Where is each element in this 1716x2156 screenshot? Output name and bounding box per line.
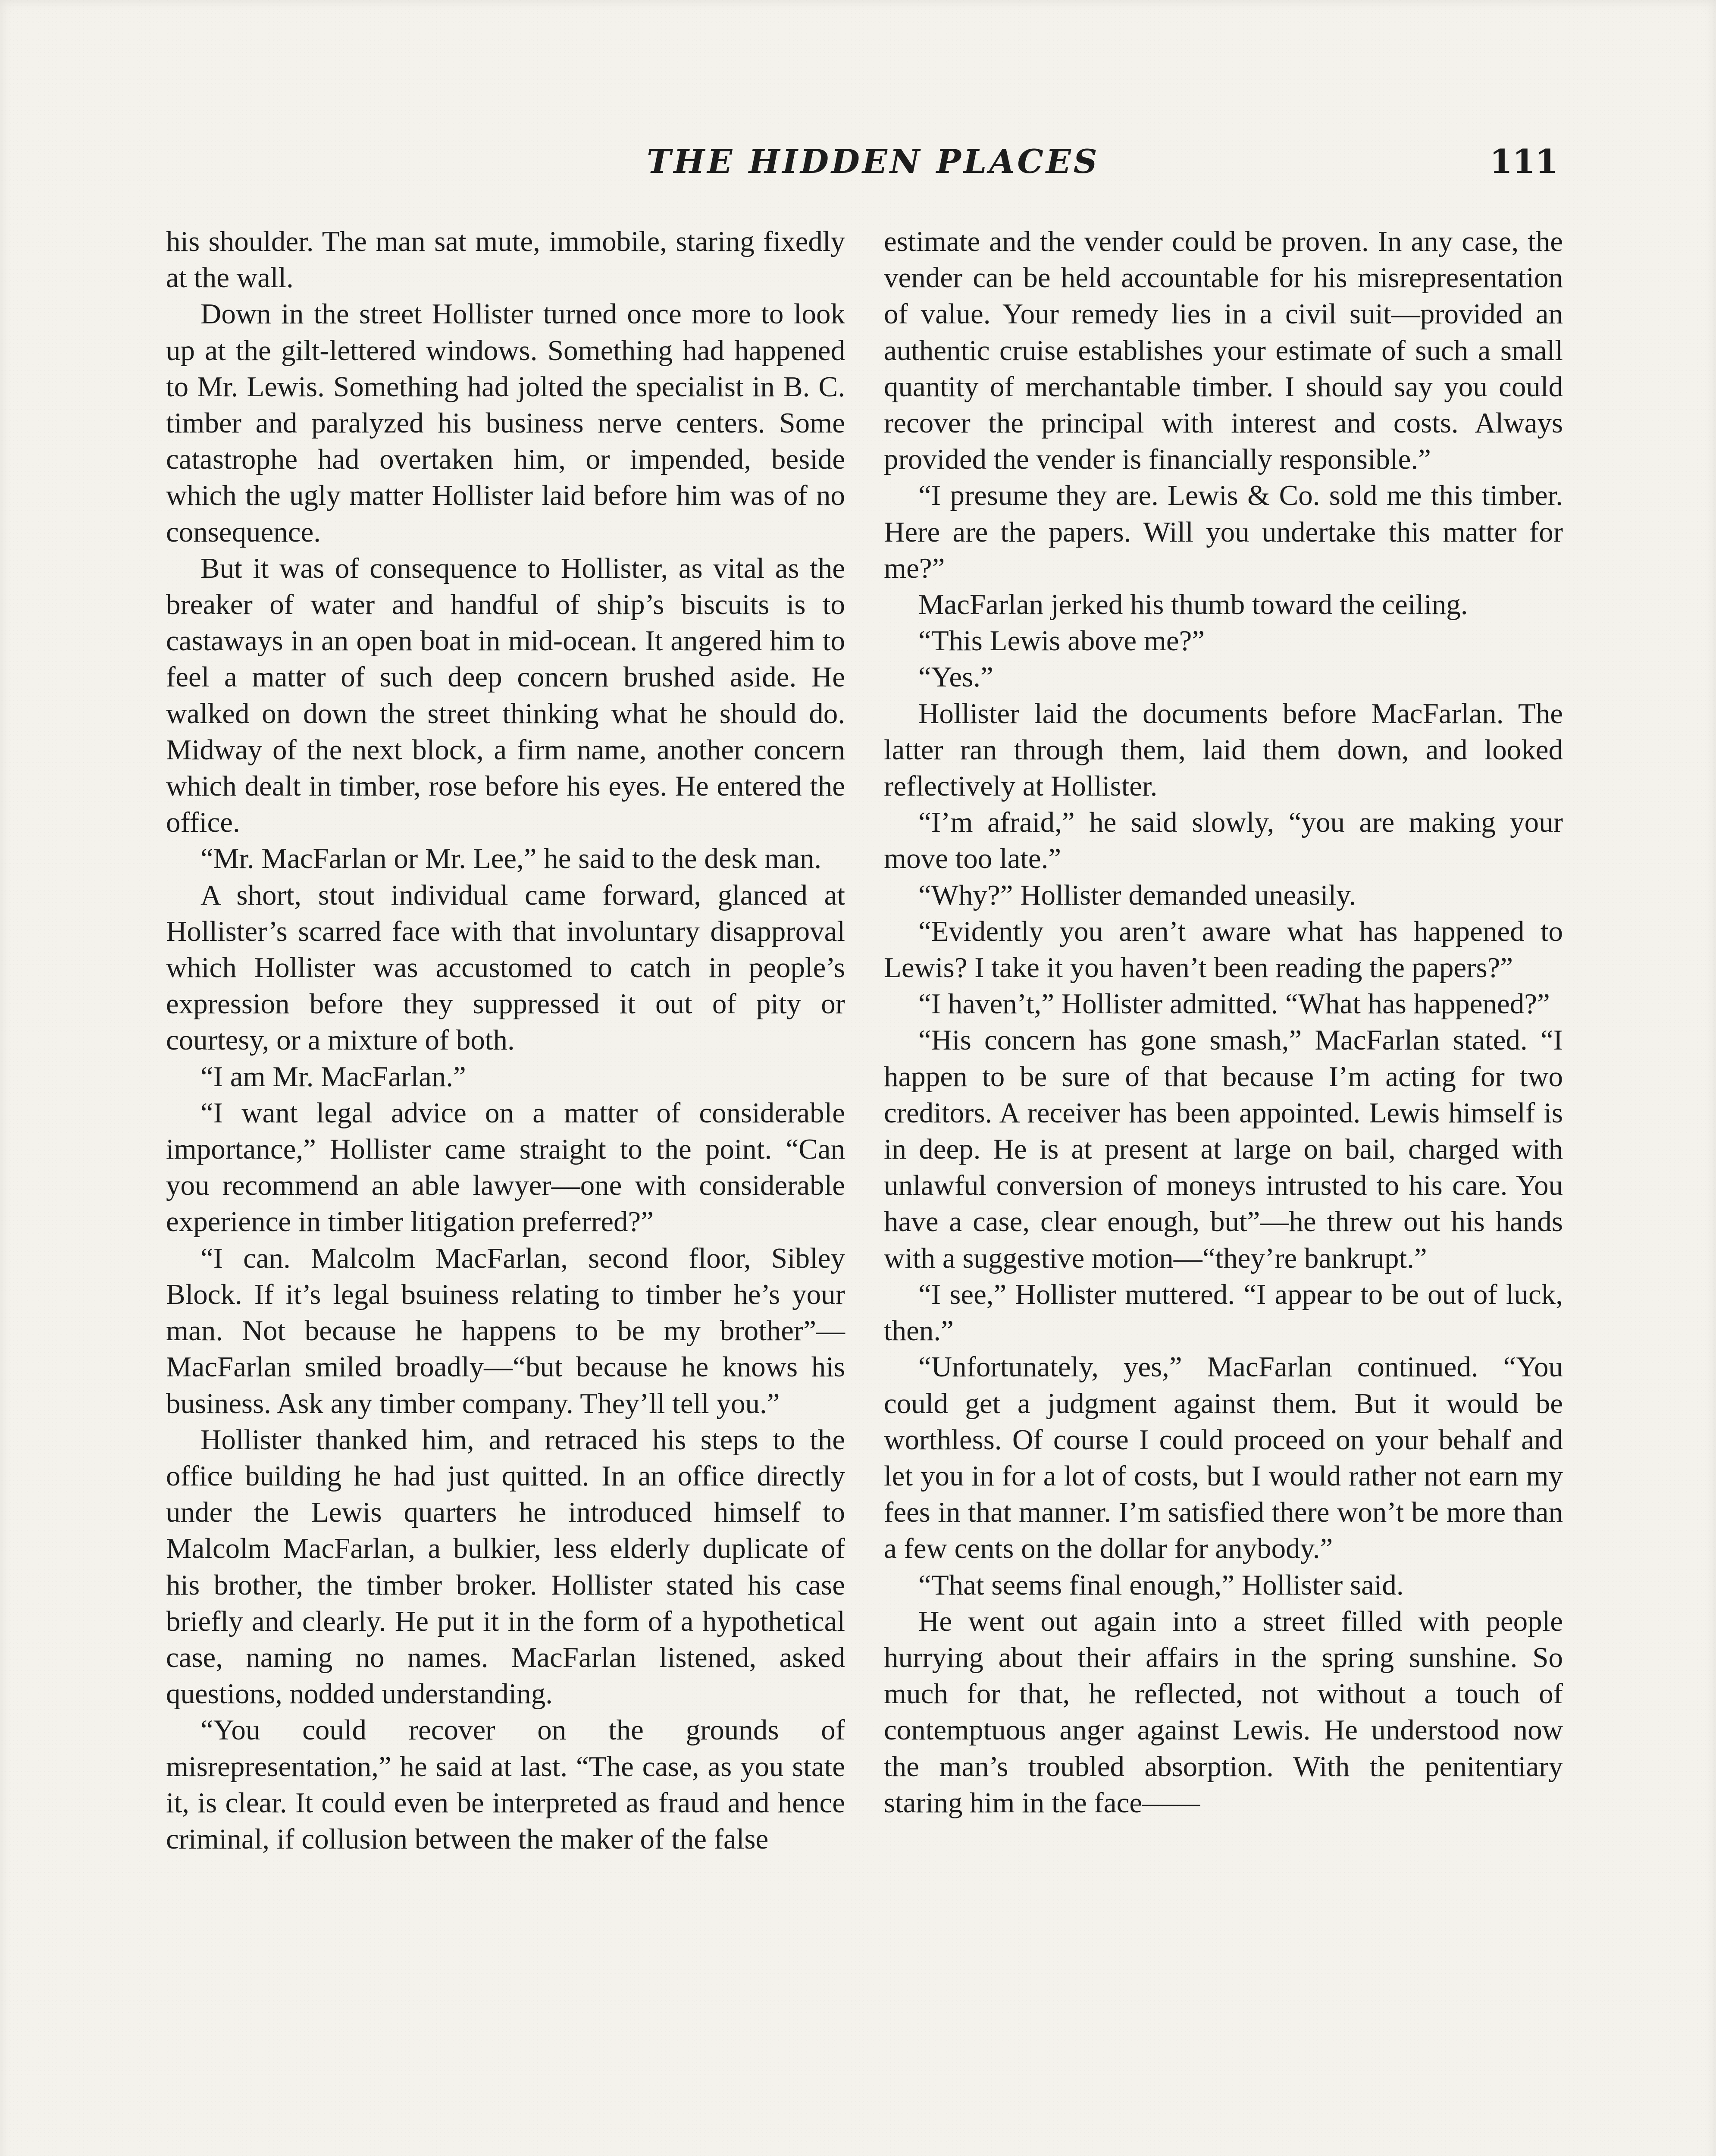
running-title: THE HIDDEN PLACES (647, 142, 1100, 181)
paragraph: “Evidently you aren’t aware what has happened to Lewis? I take it you haven’t been reading the papers?” (884, 915, 1563, 984)
paragraph: MacFarlan jerked his thumb toward the ceiling. (918, 589, 1468, 621)
right-column (884, 223, 1563, 1821)
running-head (0, 142, 1716, 190)
paragraph: “His concern has gone smash,” MacFarlan stated. “I happen to be sure of that because I’m acting for two creditors. A receiver has been appointed. Lewis himself is in deep. He is at present at large on bail, charged with unlawful conversion of moneys intrusted to his care. You have a case, clear enough, but”—he threw out his hands with a suggestive motion—“they’re bankrupt.” (884, 1024, 1563, 1274)
paragraph: Down in the street Hollister turned once more to look up at the gilt-lettered windows. Something had happened to Mr. Lewis. Something had jolted the specialist in B. C. timber and paralyzed his business nerve centers. Some catastrophe had overtaken him, or impended, beside which the ugly matter Hollister laid before him was of no consequence. (166, 298, 845, 548)
paragraph: “I see,” Hollister muttered. “I appear to be out of luck, then.” (884, 1278, 1563, 1347)
paragraph: But it was of consequence to Hollister, as vital as the breaker of water and handful of ship’s biscuits is to castaways in an open boat in mid-ocean. It angered him to feel a matter of such deep concern brushed aside. He walked on down the street thinking what he should do. Midway of the next block, a firm name, another concern which dealt in timber, rose before his eyes. He entered the office. (166, 552, 845, 839)
paragraph: his shoulder. The man sat mute, immobile, staring fixedly at the wall. (166, 226, 845, 294)
paragraph: “I want legal advice on a matter of considerable importance,” Hollister came straight to the point. “Can you recommend an able lawyer—one with considerable experience in timber litigation preferred?” (166, 1097, 845, 1238)
page-number: 111 (1490, 142, 1558, 181)
paragraph: “I can. Malcolm MacFarlan, second floor, Sibley Block. If it’s legal bsuiness relating to timber he’s your man. Not because he happens to be my brother”—MacFarlan smiled broadly—“but because he knows his business. Ask any timber company. They’ll tell you.” (166, 1242, 845, 1420)
paragraph: “I’m afraid,” he said slowly, “you are making your move too late.” (884, 806, 1563, 875)
paragraph: A short, stout individual came forward, glanced at Hollister’s scarred face with that involuntary disapproval which Hollister was accustomed to catch in people’s expression before they suppressed it out of pity or courtesy, or a mixture of both. (166, 879, 845, 1056)
paragraph: “Yes.” (918, 661, 993, 693)
paragraph: estimate and the vender could be proven. In any case, the vender can be held accountable for his misrepresentation of value. Your remedy lies in a civil suit—provided an authentic cruise establishes your estimate of such a small quantity of merchantable timber. I should say you could recover the principal with interest and costs. Always provided the vender is financially responsible.” (884, 226, 1563, 476)
paragraph: “You could recover on the grounds of misrepresentation,” he said at last. “The case, as you state it, is clear. It could even be interpreted as fraud and hence criminal, if collusion between the maker of the false (166, 1714, 845, 1855)
paragraph: He went out again into a street filled with people hurrying about their affairs in the spring sunshine. So much for that, he reflected, not without a touch of contemptuous anger against Lewis. He understood now the man’s troubled absorption. With the penitentiary staring him in the face—— (884, 1605, 1563, 1819)
paragraph: “I haven’t,” Hollister admitted. “What has happened?” (918, 988, 1550, 1020)
paragraph: “I am Mr. MacFarlan.” (200, 1060, 466, 1093)
paragraph: “Mr. MacFarlan or Mr. Lee,” he said to the desk man. (200, 843, 822, 875)
paragraph: “Unfortunately, yes,” MacFarlan continued. “You could get a judgment against them. But it would be worthless. Of course I could proceed on your behalf and let you in for a lot of costs, but I would rather not earn my fees in that manner. I’m satisfied there won’t be more than a few cents on the dollar for anybody.” (884, 1351, 1563, 1565)
paragraph: “Why?” Hollister demanded uneasily. (918, 879, 1356, 911)
paragraph: “I presume they are. Lewis & Co. sold me this timber. Here are the papers. Will you undertake this matter for me?” (884, 479, 1563, 584)
paragraph: “That seems final enough,” Hollister said. (918, 1569, 1404, 1601)
paragraph: Hollister thanked him, and retraced his steps to the office building he had just quitted. In an office directly under the Lewis quarters he introduced himself to Malcolm MacFarlan, a bulkier, less elderly duplicate of his brother, the timber broker. Hollister stated his case briefly and clearly. He put it in the form of a hypothetical case, naming no names. MacFarlan listened, asked questions, nodded understanding. (166, 1423, 845, 1710)
paragraph: Hollister laid the documents before MacFarlan. The latter ran through them, laid them down, and looked reflectively at Hollister. (884, 697, 1563, 802)
paragraph: “This Lewis above me?” (918, 625, 1205, 657)
left-column (166, 223, 845, 1857)
